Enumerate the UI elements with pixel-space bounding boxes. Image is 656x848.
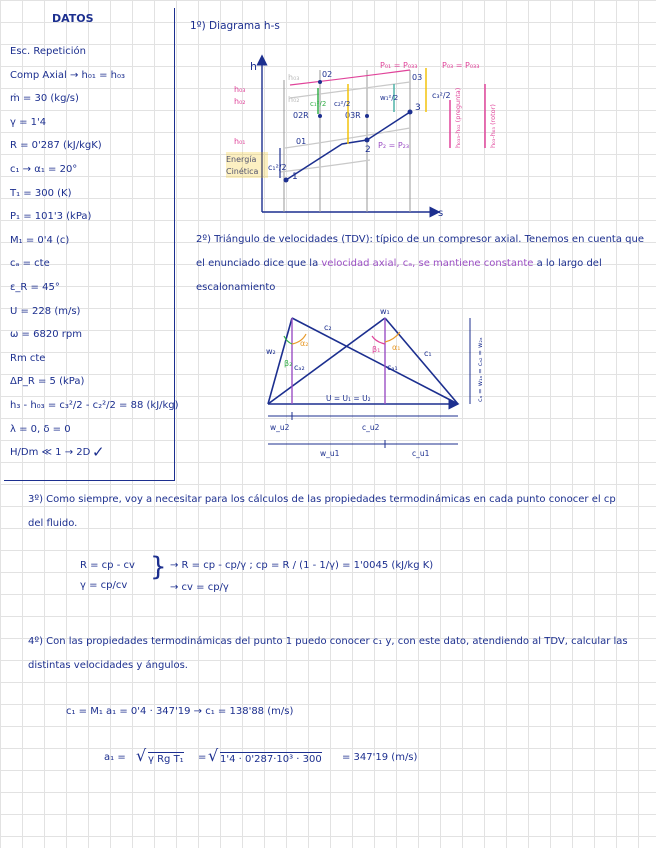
w1-label: w₁ <box>380 307 390 316</box>
vertical-axial-label: cₐ = w₁ₐ = cₐ₂ = w₂ₐ <box>476 337 484 402</box>
ec-label: c₁²/2 <box>268 163 287 172</box>
alpha1-label: α₁ <box>392 343 401 352</box>
datos-item: Rm cte <box>10 352 46 364</box>
section4-text: 4º) Con las propiedades termodinámicas del punto 1 puedo conocer c₁ y, con este dato, atendiendo al TDV, calcular las distintas velocidades y ángulos. <box>28 636 628 671</box>
datos-item: ΔP_R = 5 (kPa) <box>10 376 85 388</box>
o2-label: 02 <box>322 70 333 79</box>
section4-eq2-lhs: a₁ = <box>104 752 126 763</box>
w1-sq-label: w₁²/2 <box>380 94 399 102</box>
datos-item: ω = 6820 rpm <box>10 329 82 341</box>
hs-diagram <box>180 40 650 220</box>
wu1-label: w_u1 <box>320 449 340 458</box>
datos-item: λ = 0, δ = 0 <box>10 423 71 435</box>
section4-eq2-rad2: 1'4 · 0'287·10³ · 300 <box>220 754 322 765</box>
c1-label: c₁ <box>424 349 432 358</box>
o2r-label: 02R <box>293 111 309 120</box>
datos-frame-right <box>174 8 175 480</box>
datos-item: T₁ = 300 (K) <box>10 187 72 199</box>
section3-eq3: → R = cp - cp/γ ; cp = R / (1 - 1/γ) = 1'0045 (kJ/kg K) <box>170 560 434 571</box>
p2-label: P₂ = P₂₃ <box>378 141 410 150</box>
alpha2-label: α₂ <box>300 339 309 348</box>
datos-list <box>10 40 179 465</box>
section2-text: 2º) Triángulo de velocidades (TDV): típico de un compresor axial. Tenemos en cuenta que el enunciado dice que la velocidad axial, cₐ, se mantiene constante a lo largo del escalonamiento <box>196 234 644 293</box>
section3-text: 3º) Como siempre, voy a necesitar para los cálculos de las propiedades termodinámicas en cada punto conocer el cp del fluido. <box>28 494 616 529</box>
beta2-label: β₂ <box>284 359 293 368</box>
beta1-label: β₁ <box>372 345 381 354</box>
datos-item: M₁ = 0'4 (c) <box>10 234 70 246</box>
velocity-triangle-diagram <box>230 306 510 466</box>
datos-item: H/Dm ≪ 1 → 2D <box>10 447 91 459</box>
datos-item: γ = 1'4 <box>10 116 47 128</box>
datos-item: P₁ = 101'3 (kPa) <box>10 211 92 223</box>
check-icon: ✓ <box>92 443 105 461</box>
c3-sq-label: c₃²/2 <box>432 91 451 100</box>
c2-label: c₂ <box>324 323 332 332</box>
section3-eq2: γ = cp/cv <box>80 580 128 591</box>
section1-title: 1º) Diagrama h-s <box>190 20 280 32</box>
section3-eq1: R = cp - cv <box>80 560 135 571</box>
c2-sq-label: c₂²/2 <box>334 100 351 108</box>
datos-item: c₁ → α₁ = 20° <box>10 163 78 175</box>
h01-label: h₀₁ <box>234 137 246 146</box>
brace-icon: } <box>150 552 167 582</box>
point-2-label: 2 <box>365 145 371 155</box>
o3-label: 03 <box>412 73 423 82</box>
ca1-label: cₐ₁ <box>387 363 398 372</box>
sqrt-icon: √ <box>136 746 147 765</box>
ca2-label: cₐ₂ <box>294 363 305 372</box>
h03-label: h₀₃ <box>234 85 246 94</box>
datos-item: cₐ = cte <box>10 258 50 270</box>
o3r-label: 03R <box>345 111 361 120</box>
section4-eq1: c₁ = M₁ a₁ = 0'4 · 347'19 → c₁ = 138'88 (m/s) <box>66 706 294 717</box>
datos-frame-bottom <box>4 480 175 481</box>
c1-sq-label: c₁²/2 <box>310 100 327 108</box>
section4-eq2-eq: = <box>198 752 207 763</box>
c2-line <box>385 318 458 404</box>
datos-title: DATOS <box>52 12 94 25</box>
cinetica-label: Cinética <box>226 167 259 176</box>
cu2-label: c_u2 <box>362 423 380 432</box>
p03-label: P₀₃ = P₀₃₃ <box>442 61 480 70</box>
note-pink2-label: h₀₃-h₀₃ (rotor) <box>489 104 497 148</box>
h-a-label: h₀₃ <box>288 73 300 82</box>
section4-eq2-rhs: = 347'19 (m/s) <box>342 752 418 763</box>
sqrt-icon: √ <box>208 746 219 765</box>
wu2-label: w_u2 <box>270 423 290 432</box>
datos-item: ε_R = 45° <box>10 281 60 293</box>
datos-item: Comp Axial → h₀₁ = h₀₃ <box>10 69 125 81</box>
datos-item: h₃ - h₀₃ = c₃²/2 - c₂²/2 = 88 (kJ/kg) <box>10 399 179 411</box>
p01-label: P₀₁ = P₀₃₃ <box>380 61 418 70</box>
section4-eq2-rad1: γ Rg T₁ <box>148 754 184 765</box>
u-label: U = U₁ = U₂ <box>326 394 371 403</box>
h-axis-label: h <box>250 60 257 73</box>
o1-label: 01 <box>296 137 307 146</box>
section3-eq4: → cv = cp/γ <box>170 582 229 593</box>
energia-label: Energía <box>226 155 257 164</box>
h-b-label: h₀₂ <box>288 95 300 104</box>
point-1-label: 1 <box>292 172 298 182</box>
datos-item: ṁ = 30 (kg/s) <box>10 93 79 105</box>
c1-line <box>292 318 458 404</box>
note-pink-label: h₀₃₃-h₀₂ (pregunta) <box>454 87 462 148</box>
cu1-label: c_u1 <box>412 449 430 458</box>
datos-item: Esc. Repetición <box>10 46 86 57</box>
datos-item: R = 0'287 (kJ/kgK) <box>10 140 102 152</box>
isobar-p01 <box>290 70 410 85</box>
w2-label: w₂ <box>266 347 276 356</box>
datos-item: U = 228 (m/s) <box>10 305 81 317</box>
s-axis-label: s <box>438 208 444 219</box>
point-3-label: 3 <box>415 103 421 113</box>
h02-label: h₀₂ <box>234 97 246 106</box>
